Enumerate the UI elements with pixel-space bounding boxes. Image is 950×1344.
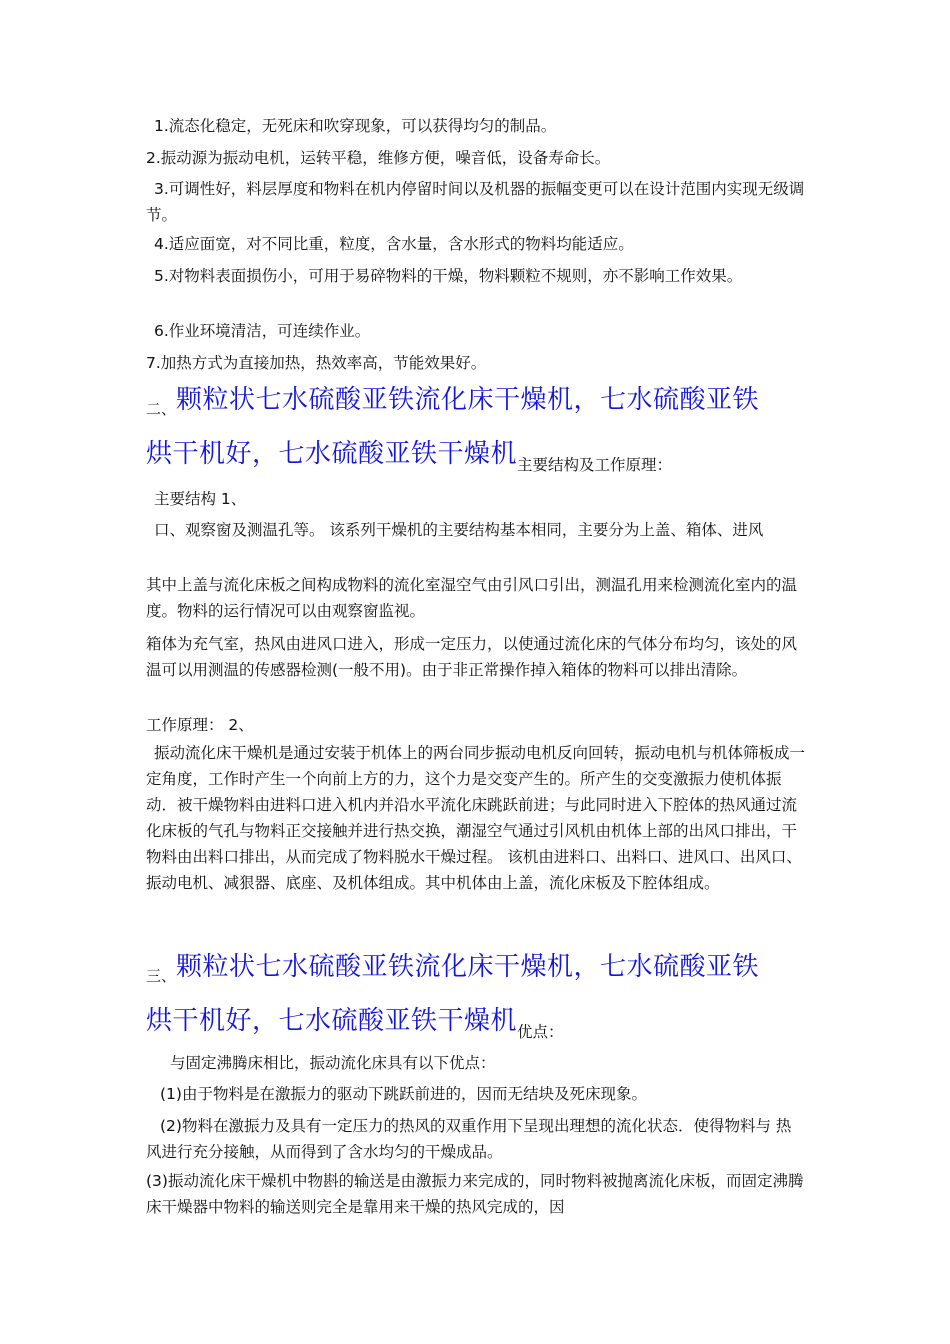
paragraph: 口、观察窗及测温孔等。 该系列干燥机的主要结构基本相同，主要分为上盖、箱体、进风 xyxy=(154,521,764,539)
paragraph: 其中上盖与流化床板之间构成物料的流化室湿空气由引风口引出，测温孔用来检测流化室内的温度。物料的运行情况可以由观察窗监视。 xyxy=(146,576,798,620)
list-item: 6.作业环境清洁，可连续作业。 xyxy=(154,322,371,340)
heading-tail: 优点： xyxy=(517,1023,564,1041)
list-item: 5.对物料表面损伤小，可用于易碎物料的干燥，物料颗粒不规则，亦不影响工作效果。 xyxy=(154,267,743,285)
paragraph: 振动流化床干燥机是通过安装于机体上的两台同步振动电机反向回转，振动电机与机体筛板成一定角度，工作时产生一个向前上方的力，这个力是交变产生的。所产生的交变激振力使机体振动．被干燥物料由进料口进入机内并沿水平流化床跳跃前进；与此同时进入下腔体的热风通过流化床板的气孔与物料正交接触并进行热交换，潮湿空气通过引风机由机体上部的出风口排出，干物料由出料口排出，从而完成了物料脱水干燥过程。 该机由进料口、出料口、进风口、出风口、振动电机、减狠器、底座、及机体组成。其中机体由上盖，流化床板及下腔体组成。 xyxy=(146,744,806,892)
list-item: 4.适应面宽，对不同比重，粒度，含水量，含水形式的物料均能适应。 xyxy=(154,235,634,253)
principle-title: 工作原理： 2、 xyxy=(146,716,254,734)
structure-title: 主要结构 1、 xyxy=(154,490,247,508)
advantages-intro: 与固定沸腾床相比，振动流化床具有以下优点： xyxy=(170,1054,496,1072)
section-heading-3 xyxy=(146,942,826,1046)
list-item: 7.加热方式为直接加热，热效率高，节能效果好。 xyxy=(146,354,487,372)
section-number: 三、 xyxy=(146,967,177,985)
list-item: 1.流态化稳定，无死床和吹穿现象，可以获得均匀的制品。 xyxy=(154,117,557,135)
heading-title-line1[interactable]: 颗粒状七水硫酸亚铁流化床干燥机，七水硫酸亚铁 xyxy=(176,385,760,415)
heading-title-line1[interactable]: 颗粒状七水硫酸亚铁流化床干燥机，七水硫酸亚铁 xyxy=(176,952,760,982)
heading-title-line2[interactable]: 烘干机好，七水硫酸亚铁干燥机 xyxy=(146,439,518,469)
section-heading-2 xyxy=(146,375,826,479)
heading-tail: 主要结构及工作原理： xyxy=(517,456,673,474)
list-item: (3)振动流化床干燥机中物斟的输送是由激振力来完成的，同时物料被抛离流化床板，而固定沸腾床干燥器中物料的输送则完全是靠用来干燥的热风完成的，因 xyxy=(146,1172,804,1216)
paragraph: 箱体为充气室，热风由进风口进入，形成一定压力，以使通过流化床的气体分布均匀，该处的风温可以用测温的传感器检测(一般不用)。由于非正常操作掉入箱体的物料可以排出清除。 xyxy=(146,635,798,679)
list-item: (1)由于物料是在激振力的驱动下跳跃前进的，因而无结块及死床现象。 xyxy=(160,1085,647,1103)
list-item: 3.可调性好，料层厚度和物料在机内停留时间以及机器的振幅变更可以在设计范围内实现无级调节。 xyxy=(146,180,805,224)
list-item: 2.振动源为振动电机，运转平稳，维修方便，噪音低，设备寿命长。 xyxy=(146,149,611,167)
heading-title-line2[interactable]: 烘干机好，七水硫酸亚铁干燥机 xyxy=(146,1006,518,1036)
section-number: 二、 xyxy=(146,400,177,418)
list-item: (2)物料在激振力及具有一定压力的热风的双重作用下呈现出理想的流化状态．使得物料与 热风进行充分接触，从而得到了含水均匀的干燥成品。 xyxy=(146,1117,792,1161)
